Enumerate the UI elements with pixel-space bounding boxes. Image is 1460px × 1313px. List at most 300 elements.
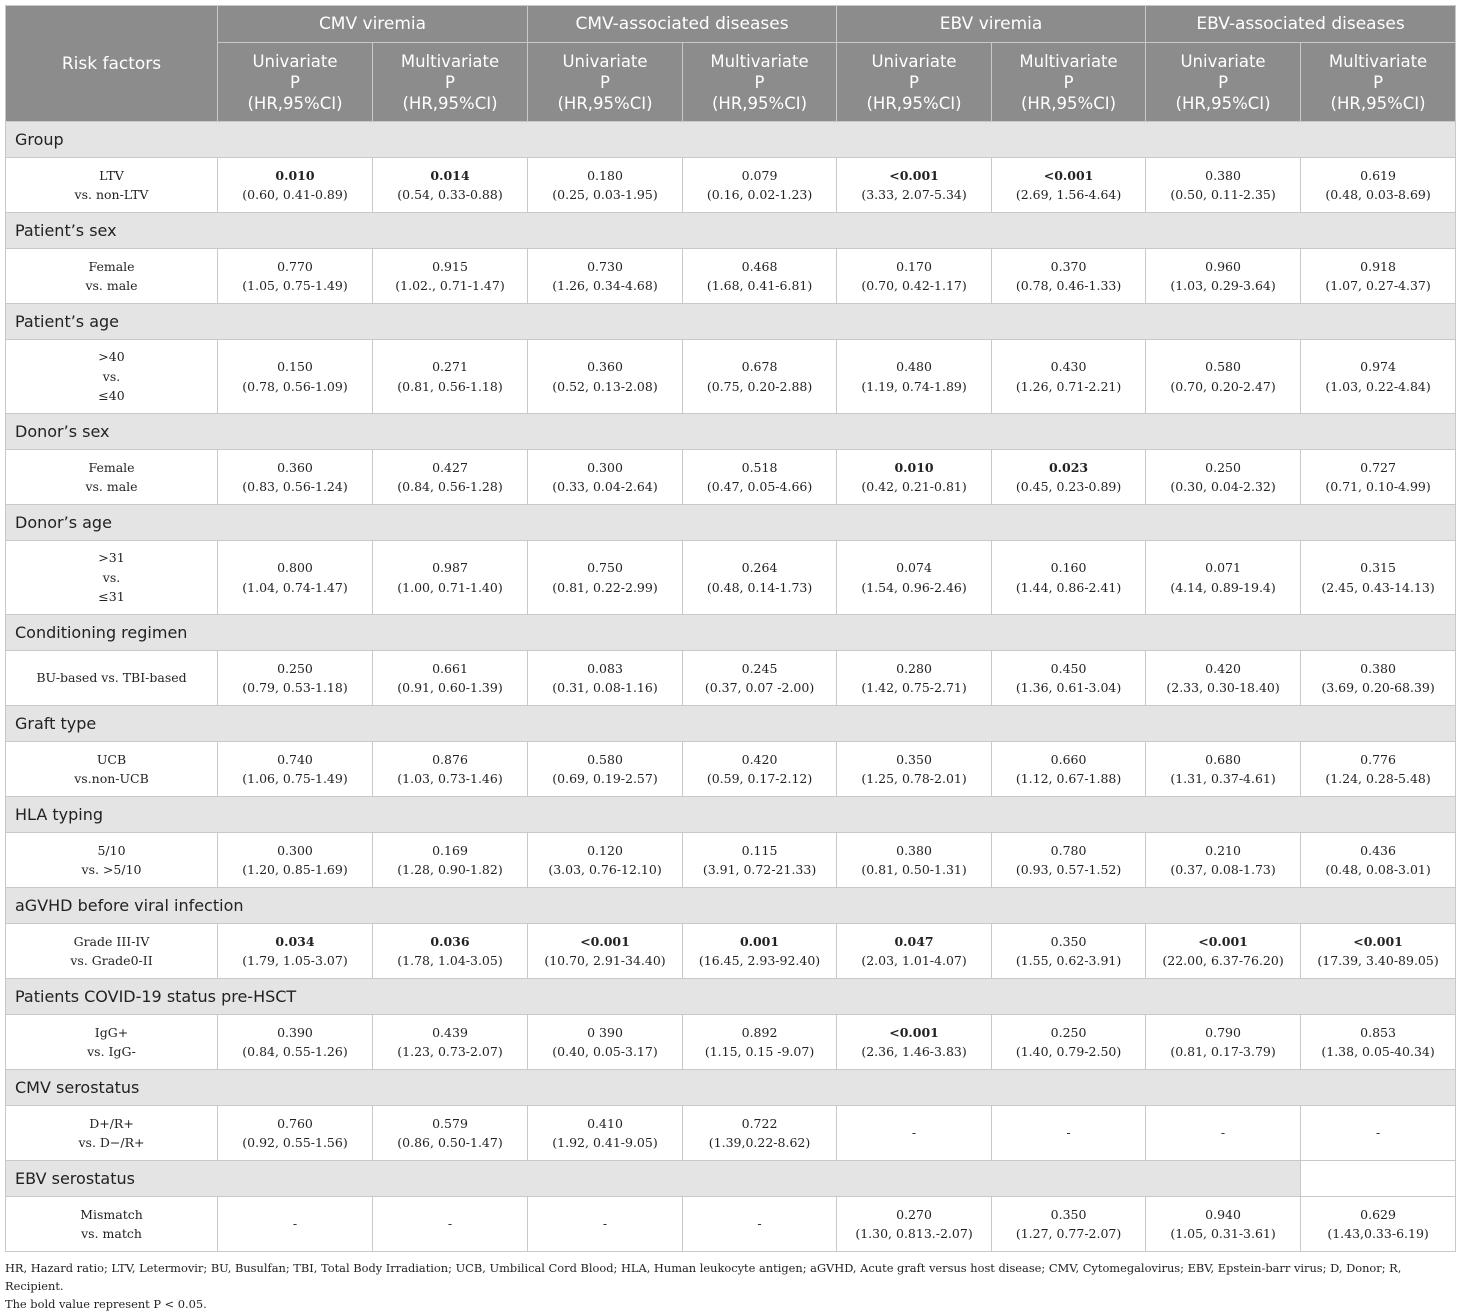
hr-ci: (1.05, 0.75-1.49): [242, 278, 348, 293]
hr-ci: (0.47, 0.05-4.66): [706, 479, 813, 494]
p-value: 0.436: [1360, 842, 1396, 858]
data-cell: [1301, 340, 1456, 414]
data-cell: [992, 340, 1146, 414]
section-row: [6, 979, 1456, 1015]
hr-ci: (1.28, 0.90-1.82): [397, 862, 503, 877]
row-label: [6, 1106, 218, 1161]
hr-ci: (0.52, 0.13-2.08): [552, 378, 658, 394]
header-ebv-viremia: EBV viremia: [837, 6, 1146, 43]
row-label-line: vs.: [102, 569, 121, 585]
data-cell: [992, 742, 1146, 797]
p-value: 0.619: [1360, 167, 1396, 183]
data-cell: [992, 158, 1146, 213]
data-cell: [683, 340, 837, 414]
hr-ci: (22.00, 6.37-76.20): [1162, 953, 1284, 968]
header-sub-line: Multivariate: [710, 51, 809, 71]
hr-ci: (2.69, 1.56-4.64): [1015, 187, 1122, 202]
p-value: 0.678: [741, 359, 778, 374]
hr-ci: (16.45, 2.93-92.40): [698, 953, 821, 968]
hr-ci: (0.70, 0.20-2.47): [1170, 378, 1276, 394]
hr-ci: (1.31, 0.37-4.61): [1170, 771, 1276, 786]
data-cell: [528, 1197, 683, 1252]
p-value: 0.150: [277, 359, 313, 374]
p-value: <0.001: [580, 933, 630, 949]
p-value: 0.210: [1205, 842, 1241, 858]
data-cell: [837, 833, 992, 888]
table-row: [6, 924, 1456, 979]
data-cell: [1301, 924, 1456, 979]
header-sub-line: Univariate: [562, 51, 648, 71]
table-row: [6, 1197, 1456, 1252]
header-sub-line: Multivariate: [1019, 51, 1118, 71]
row-label: [6, 742, 218, 797]
data-cell: [373, 742, 528, 797]
header-univariate: [528, 43, 683, 122]
section-row: [6, 213, 1456, 249]
data-cell: [1146, 651, 1301, 706]
data-cell: [528, 1015, 683, 1070]
header-sub-line: (HR,95%CI): [557, 93, 653, 113]
hr-ci: (0.78, 0.46-1.33): [1015, 278, 1122, 293]
hr-ci: (0.75, 0.20-2.88): [706, 378, 813, 394]
data-cell: [373, 833, 528, 888]
header-univariate: [218, 43, 373, 122]
p-value: 0.270: [896, 1206, 932, 1222]
hr-ci: (0.40, 0.05-3.17): [552, 1044, 658, 1059]
data-cell: [373, 651, 528, 706]
row-label: [6, 1197, 218, 1252]
table-row: [6, 450, 1456, 505]
data-cell: [218, 833, 373, 888]
data-cell: [1301, 1106, 1456, 1161]
table-row: [6, 1106, 1456, 1161]
data-cell: [837, 158, 992, 213]
data-cell: [992, 833, 1146, 888]
hr-ci: (1.02., 0.71-1.47): [395, 278, 505, 293]
data-cell: [528, 158, 683, 213]
hr-ci: (0.25, 0.03-1.95): [552, 187, 658, 202]
header-sub-line: P: [909, 72, 919, 92]
data-cell: [683, 742, 837, 797]
p-value: 0.250: [1205, 459, 1241, 475]
data-cell: [1146, 450, 1301, 505]
row-label-line: LTV: [99, 167, 124, 183]
data-cell: [218, 742, 373, 797]
section-title: Patient’s age: [6, 304, 1456, 340]
data-cell: [1301, 541, 1456, 615]
p-value: 0.074: [896, 560, 932, 575]
header-sub-line: Univariate: [252, 51, 338, 71]
hr-ci: (1.92, 0.41-9.05): [552, 1135, 658, 1150]
data-cell: [218, 541, 373, 615]
hr-ci: (10.70, 2.91-34.40): [544, 953, 666, 968]
section-row: [6, 706, 1456, 742]
data-cell: [992, 1015, 1146, 1070]
hr-ci: (0.81, 0.22-2.99): [552, 579, 658, 595]
data-cell: [683, 1015, 837, 1070]
p-value: <0.001: [889, 167, 939, 183]
row-label: [6, 158, 218, 213]
table-container: [5, 5, 1455, 1252]
header-sub-line: P: [1218, 72, 1229, 92]
p-value: 0.680: [1205, 751, 1241, 767]
row-label-line: vs. match: [81, 1226, 142, 1241]
data-cell: [218, 249, 373, 304]
data-cell: [218, 1197, 373, 1252]
row-label: [6, 924, 218, 979]
row-label: [6, 249, 218, 304]
header-multivariate: [1301, 43, 1456, 122]
data-cell: [837, 249, 992, 304]
data-cell: [837, 541, 992, 615]
p-value: 0.661: [432, 660, 468, 676]
data-cell: [837, 924, 992, 979]
hr-ci: (1.04, 0.74-1.47): [242, 579, 348, 595]
hr-ci: (1.26, 0.71-2.21): [1015, 378, 1122, 394]
section-row: [6, 888, 1456, 924]
p-value: 0.300: [587, 459, 623, 475]
hr-ci: (1.19, 0.74-1.89): [861, 378, 967, 394]
p-value: 0.722: [741, 1115, 778, 1131]
section-row: [6, 304, 1456, 340]
hr-ci: (0.78, 0.56-1.09): [242, 378, 348, 394]
p-value: 0.250: [1050, 1024, 1087, 1040]
header-sub-line: Multivariate: [1328, 51, 1428, 71]
row-label-line: vs. D−/R+: [78, 1135, 145, 1150]
data-cell: [1146, 742, 1301, 797]
hr-ci: (1.03, 0.73-1.46): [397, 771, 503, 786]
p-value: 0.010: [275, 167, 315, 183]
p-value: 0.014: [430, 167, 470, 183]
hr-ci: (17.39, 3.40-89.05): [1317, 953, 1439, 968]
p-value: 0.023: [1048, 459, 1089, 475]
p-value: 0.629: [1360, 1206, 1396, 1222]
section-row: [6, 797, 1456, 833]
p-value: 0.245: [741, 660, 778, 676]
header-cmv-associated-diseases: CMV-associated diseases: [528, 6, 837, 43]
p-value: 0.776: [1360, 751, 1396, 767]
section-title: Patients COVID-19 status pre-HSCT: [6, 979, 1456, 1015]
hr-ci: (1.06, 0.75-1.49): [242, 771, 348, 786]
data-cell: [373, 450, 528, 505]
section-row: [6, 1070, 1456, 1106]
row-label: [6, 541, 218, 615]
p-value: 0.750: [587, 560, 623, 575]
hr-ci: (0.81, 0.56-1.18): [397, 378, 503, 394]
data-cell: [1301, 1015, 1456, 1070]
p-value: 0.250: [277, 660, 313, 676]
hr-ci: (0.81, 0.17-3.79): [1170, 1044, 1276, 1059]
data-cell: [528, 742, 683, 797]
data-cell: [373, 158, 528, 213]
data-cell: [528, 924, 683, 979]
p-value: 0.892: [741, 1024, 778, 1040]
p-value: 0.770: [277, 258, 313, 274]
hr-ci: (1.03, 0.22-4.84): [1325, 378, 1431, 394]
table-row: [6, 833, 1456, 888]
hr-ci: (1.54, 0.96-2.46): [861, 579, 967, 595]
data-cell: [992, 450, 1146, 505]
p-value: 0.915: [432, 258, 468, 274]
section-title: HLA typing: [6, 797, 1456, 833]
p-value: 0.264: [741, 560, 778, 575]
hr-ci: (0.84, 0.55-1.26): [242, 1044, 348, 1059]
header-cmv-viremia: CMV viremia: [218, 6, 528, 43]
hr-ci: (1.36, 0.61-3.04): [1015, 680, 1122, 695]
data-cell: [683, 1197, 837, 1252]
p-value: 0.034: [275, 933, 315, 949]
table-footnote: [5, 1259, 1455, 1313]
p-value: 0.071: [1205, 560, 1241, 575]
row-label-line: >40: [98, 349, 125, 365]
data-cell: [528, 651, 683, 706]
row-label-line: vs. non-LTV: [74, 187, 149, 202]
table-row: [6, 340, 1456, 414]
risk-factors-table: [5, 5, 1456, 1252]
data-cell: [992, 249, 1146, 304]
hr-ci: (1.40, 0.79-2.50): [1015, 1044, 1122, 1059]
hr-ci: (0.70, 0.42-1.17): [861, 278, 967, 293]
hr-ci: (1.05, 0.31-3.61): [1170, 1226, 1276, 1241]
hr-ci: (0.59, 0.17-2.12): [706, 771, 813, 786]
data-cell: [218, 1106, 373, 1161]
header-sub-line: Multivariate: [400, 51, 500, 71]
data-cell: [218, 450, 373, 505]
hr-ci: (0.37, 0.07 -2.00): [704, 680, 815, 695]
hr-ci: (1.12, 0.67-1.88): [1015, 771, 1122, 786]
header-sub-line: P: [600, 72, 610, 92]
header-sub-line: P: [1373, 72, 1384, 92]
header-sub-line: (HR,95%CI): [1330, 93, 1426, 113]
data-cell: [373, 924, 528, 979]
hr-ci: (2.33, 0.30-18.40): [1166, 680, 1280, 695]
hr-ci: (0.79, 0.53-1.18): [242, 680, 348, 695]
hr-ci: (0.54, 0.33-0.88): [397, 187, 503, 202]
p-value: 0.380: [1205, 167, 1241, 183]
data-cell: [373, 340, 528, 414]
p-value: 0.420: [741, 751, 778, 767]
p-value: -: [1375, 1125, 1381, 1141]
p-value: 0.160: [1050, 560, 1087, 575]
row-label-line: Grade III-IV: [73, 933, 150, 949]
hr-ci: (1.26, 0.34-4.68): [552, 278, 658, 293]
p-value: <0.001: [889, 1024, 939, 1040]
header-sub-line: (HR,95%CI): [247, 93, 343, 113]
data-cell: [837, 340, 992, 414]
data-cell: [992, 651, 1146, 706]
hr-ci: (0.42, 0.21-0.81): [861, 479, 967, 494]
data-cell: [1146, 833, 1301, 888]
data-cell: [373, 541, 528, 615]
hr-ci: (1.20, 0.85-1.69): [242, 862, 348, 877]
header-sub-line: (HR,95%CI): [711, 93, 808, 113]
hr-ci: (1.78, 1.04-3.05): [397, 953, 503, 968]
p-value: <0.001: [1198, 933, 1248, 949]
section-title: Graft type: [6, 706, 1456, 742]
header-sub-line: (HR,95%CI): [1175, 93, 1271, 113]
footnote-bold-note: The bold value represent P < 0.05.: [5, 1297, 207, 1311]
p-value: 0.790: [1205, 1024, 1241, 1040]
data-cell: [218, 651, 373, 706]
row-label-line: vs.non-UCB: [74, 771, 149, 786]
hr-ci: (0.60, 0.41-0.89): [242, 187, 348, 202]
data-cell: [1301, 742, 1456, 797]
p-value: 0.380: [1360, 660, 1396, 676]
row-label-line: ≤40: [98, 388, 125, 404]
p-value: 0.370: [1050, 258, 1087, 274]
row-label-line: 5/10: [97, 842, 126, 858]
header-ebv-associated-diseases: EBV-associated diseases: [1146, 6, 1456, 43]
header-sub-line: P: [754, 72, 765, 92]
p-value: 0.350: [1050, 933, 1087, 949]
p-value: 0.390: [277, 1024, 313, 1040]
hr-ci: (1.30, 0.813.-2.07): [855, 1226, 973, 1241]
table-row: [6, 541, 1456, 615]
data-cell: [1301, 158, 1456, 213]
hr-ci: (1.55, 0.62-3.91): [1015, 953, 1122, 968]
data-cell: [528, 1106, 683, 1161]
data-cell: [1301, 1197, 1456, 1252]
row-label-line: >31: [98, 550, 125, 566]
p-value: 0.780: [1050, 842, 1087, 858]
section-row: [6, 122, 1456, 158]
table-body: [6, 122, 1456, 1252]
data-cell: [683, 1106, 837, 1161]
header-multivariate: [683, 43, 837, 122]
footnote-abbreviations: HR, Hazard ratio; LTV, Letermovir; BU, Busulfan; TBI, Total Body Irradiation; UCB, Umbilical Cord Blood; HLA, Human leukocyte antigen; aGVHD, Acute graft versus host disease; CMV, Cytomegalovirus; EBV, Epstein-barr virus; D, Donor; R, Recipient.: [5, 1261, 1402, 1293]
p-value: 0.079: [741, 167, 778, 183]
p-value: 0.350: [896, 751, 932, 767]
hr-ci: (1.43,0.33-6.19): [1327, 1226, 1429, 1241]
table-row: [6, 158, 1456, 213]
data-cell: [683, 249, 837, 304]
hr-ci: (0.37, 0.08-1.73): [1170, 862, 1276, 877]
data-cell: [1301, 833, 1456, 888]
p-value: 0.580: [1205, 359, 1241, 374]
header-univariate: [837, 43, 992, 122]
row-label: [6, 1015, 218, 1070]
data-cell: [837, 1015, 992, 1070]
hr-ci: (0.31, 0.08-1.16): [552, 680, 658, 695]
p-value: 0.010: [894, 459, 934, 475]
header-sub-line: (HR,95%CI): [866, 93, 962, 113]
hr-ci: (3.69, 0.20-68.39): [1321, 680, 1435, 695]
p-value: 0.036: [430, 933, 470, 949]
p-value: 0.410: [587, 1115, 623, 1131]
hr-ci: (1.68, 0.41-6.81): [706, 278, 813, 293]
section-title: Donor’s age: [6, 505, 1456, 541]
section-row: [6, 505, 1456, 541]
p-value: 0.360: [587, 359, 623, 374]
hr-ci: (1.79, 1.05-3.07): [242, 953, 348, 968]
p-value: 0.271: [432, 359, 468, 374]
p-value: 0 390: [587, 1024, 623, 1040]
header-risk-factors: Risk factors: [6, 6, 218, 122]
data-cell: [683, 450, 837, 505]
data-cell: [837, 651, 992, 706]
p-value: 0.918: [1360, 258, 1396, 274]
row-label-line: BU-based vs. TBI-based: [36, 670, 187, 686]
hr-ci: (0.71, 0.10-4.99): [1325, 479, 1431, 494]
p-value: 0.360: [277, 459, 313, 475]
data-cell: [992, 541, 1146, 615]
row-label-line: vs. male: [85, 278, 138, 293]
hr-ci: (1.39,0.22-8.62): [708, 1135, 811, 1150]
p-value: 0.740: [277, 751, 313, 767]
data-cell: [683, 541, 837, 615]
header-multivariate: [992, 43, 1146, 122]
hr-ci: (1.25, 0.78-2.01): [861, 771, 967, 786]
data-cell: [1146, 1015, 1301, 1070]
p-value: 0.800: [277, 560, 313, 575]
p-value: 0.730: [587, 258, 623, 274]
hr-ci: (1.03, 0.29-3.64): [1170, 278, 1276, 293]
data-cell: [528, 340, 683, 414]
p-value: 0.480: [896, 359, 932, 374]
p-value: 0.280: [896, 660, 932, 676]
p-value: 0.169: [432, 842, 468, 858]
hr-ci: (1.24, 0.28-5.48): [1325, 771, 1431, 786]
hr-ci: (0.48, 0.08-3.01): [1325, 862, 1431, 877]
data-cell: [1301, 450, 1456, 505]
p-value: 0.727: [1360, 459, 1396, 475]
p-value: 0.170: [896, 258, 932, 274]
section-title: Donor’s sex: [6, 414, 1456, 450]
hr-ci: (3.03, 0.76-12.10): [548, 862, 662, 877]
p-value: 0.579: [432, 1115, 468, 1131]
header-multivariate: [373, 43, 528, 122]
hr-ci: (0.48, 0.14-1.73): [706, 579, 813, 595]
table-header: [6, 6, 1456, 122]
hr-ci: (0.93, 0.57-1.52): [1015, 862, 1122, 877]
header-sub-line: Univariate: [1180, 51, 1266, 71]
p-value: 0.420: [1205, 660, 1241, 676]
data-cell: [837, 1106, 992, 1161]
p-value: -: [602, 1216, 608, 1232]
p-value: <0.001: [1043, 167, 1094, 183]
row-label-line: ≤31: [98, 589, 125, 605]
data-cell: [1146, 924, 1301, 979]
p-value: 0.427: [432, 459, 468, 475]
p-value: <0.001: [1353, 933, 1403, 949]
data-cell: [683, 158, 837, 213]
table-row: [6, 1015, 1456, 1070]
row-label-line: UCB: [96, 751, 127, 767]
data-cell: [1146, 1106, 1301, 1161]
hr-ci: (0.33, 0.04-2.64): [552, 479, 658, 494]
p-value: 0.180: [587, 167, 623, 183]
section-title: Conditioning regimen: [6, 615, 1456, 651]
row-label: [6, 340, 218, 414]
p-value: 0.120: [587, 842, 623, 858]
hr-ci: (0.16, 0.02-1.23): [706, 187, 813, 202]
row-label-line: vs.: [102, 368, 121, 384]
hr-ci: (1.27, 0.77-2.07): [1015, 1226, 1122, 1241]
data-cell: [528, 249, 683, 304]
row-label-line: Female: [88, 459, 135, 475]
row-label-line: vs. >5/10: [81, 862, 142, 877]
data-cell: [373, 1015, 528, 1070]
p-value: 0.380: [896, 842, 932, 858]
p-value: 0.987: [432, 560, 468, 575]
section-title: Patient’s sex: [6, 213, 1456, 249]
p-value: 0.115: [741, 842, 778, 858]
data-cell: [837, 1197, 992, 1252]
p-value: 0.468: [741, 258, 778, 274]
header-sub-line: P: [290, 72, 300, 92]
row-label-line: vs. male: [85, 479, 138, 494]
p-value: 0.315: [1360, 560, 1396, 575]
